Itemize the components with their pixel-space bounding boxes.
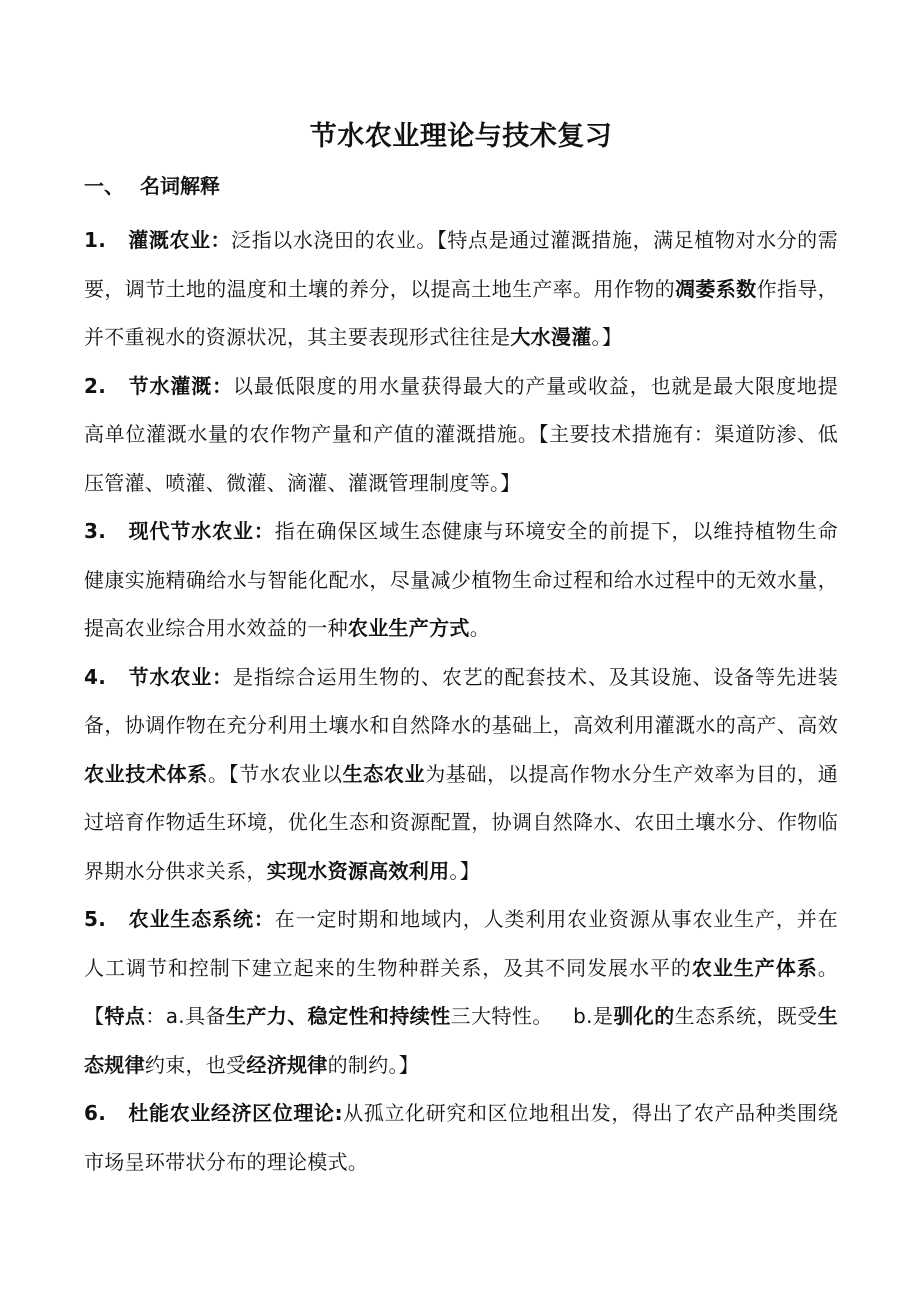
entry-term: 节水灌溉： xyxy=(128,373,233,398)
entry-emphasis: 农业生产体系 xyxy=(691,955,818,980)
definition-entry-6 xyxy=(84,1089,838,1186)
entry-text: 以最低限度的用水量获得最大的产量或收益，也就是最大限度地提高单位灌溉水量的农作物产量和产值的灌溉措施。【主要技术措施有：渠道防渗、低压管灌、喷灌、微灌、滴灌、灌溉管理制度等。】 xyxy=(84,373,839,495)
entry-emphasis: 生产力、稳定性和持续性 xyxy=(225,1004,451,1028)
entry-emphasis: 大水漫灌 xyxy=(510,325,592,349)
definition-entry-4 xyxy=(84,653,838,896)
entry-text: 。 xyxy=(469,616,491,640)
entry-text: 。】 xyxy=(449,858,481,883)
entry-text: 是 xyxy=(592,1004,614,1028)
entry-emphasis: 驯化的 xyxy=(613,1004,675,1028)
definition-entry-2 xyxy=(84,362,838,508)
entry-text: 。【节水农业以 xyxy=(207,761,343,786)
entry-list-marker: b. xyxy=(573,1004,593,1028)
entry-text: 在一定时期和地域内，人类利用农业资源从事农业生产，并在人工调节和控制下建立起来的生物种群关系，及其不同发展水平的 xyxy=(84,907,838,980)
entry-text: 作指导，并不重视水的资源状况，其主要表现形式往往是 xyxy=(84,276,839,349)
definition-entry-3 xyxy=(84,507,838,653)
entry-text: 三大特性。 xyxy=(450,1004,553,1028)
entry-number: 3. xyxy=(84,519,107,543)
definition-entry-1 xyxy=(84,216,838,362)
section-heading xyxy=(84,170,838,202)
document-title: 节水农业理论与技术复习 xyxy=(309,121,613,152)
entry-text: 指在确保区域生态健康与环境安全的前提下，以维持植物生命健康实施精确给水与智能化配水，尽量减少植物生命过程和给水过程中的无效水量，提高农业综合用水效益的一种 xyxy=(84,519,838,640)
entry-text: 。】 xyxy=(591,325,623,349)
entry-emphasis: 生态规律 xyxy=(84,1004,838,1077)
entry-number: 6. xyxy=(84,1101,107,1125)
entry-text: 为基础，以提高作物水分生产效率为目的，通过培育作物适生环境，优化生态和资源配置，协调自然降水、农田土壤水分、作物临界期水分供求关系， xyxy=(84,761,838,883)
entry-emphasis: 经济规律 xyxy=(246,1052,328,1077)
section-title: 名词解释 xyxy=(140,174,220,198)
entry-text: 生态系统，既受 xyxy=(674,1004,818,1028)
entry-term: 农业生态系统： xyxy=(128,907,275,931)
entry-term: 节水农业： xyxy=(128,664,233,689)
entry-term: 现代节水农业： xyxy=(128,519,275,543)
entry-text: 具备 xyxy=(184,1004,226,1028)
entry-emphasis: 特点 xyxy=(104,1004,146,1028)
entry-text: ： xyxy=(145,1004,166,1028)
entry-number: 1. xyxy=(84,228,107,252)
entry-number: 4. xyxy=(84,664,107,689)
section-number: 一、 xyxy=(84,174,124,198)
entry-term: 杜能农业经济区位理论: xyxy=(128,1101,343,1125)
entry-emphasis: 生态农业 xyxy=(342,761,426,786)
entry-text: 的制约。】 xyxy=(327,1052,420,1077)
definition-entry-5 xyxy=(84,895,838,1089)
entry-text: 是指综合运用生物的、农艺的配套技术、及其设施、设备等先进装备，协调作物在充分利用土壤水和自然降水的基础上，高效利用灌溉水的高产、高效 xyxy=(84,664,839,737)
entry-text: 约束，也受 xyxy=(144,1052,247,1077)
entry-text: 泛指以水浇田的农业。【特点是通过灌溉措施，满足植物对水分的需要，调节土地的温度和土壤的养分，以提高土地生产率。用作物的 xyxy=(84,228,839,301)
entry-emphasis: 农业生产方式 xyxy=(347,616,470,640)
entry-number: 2. xyxy=(84,373,107,398)
entry-term: 灌溉农业： xyxy=(128,228,232,252)
entry-text: 。【 xyxy=(84,955,838,1028)
entry-emphasis: 实现水资源高效利用 xyxy=(266,858,450,883)
entry-number: 5. xyxy=(84,907,107,931)
entry-emphasis: 农业技术体系 xyxy=(84,761,208,786)
entry-emphasis: 凋萎系数 xyxy=(675,276,757,301)
entry-text: 从孤立化研究和区位地租出发，得出了农产品种类围绕市场呈环带状分布的理论模式。 xyxy=(84,1101,838,1174)
entry-list-marker: a. xyxy=(165,1004,185,1028)
